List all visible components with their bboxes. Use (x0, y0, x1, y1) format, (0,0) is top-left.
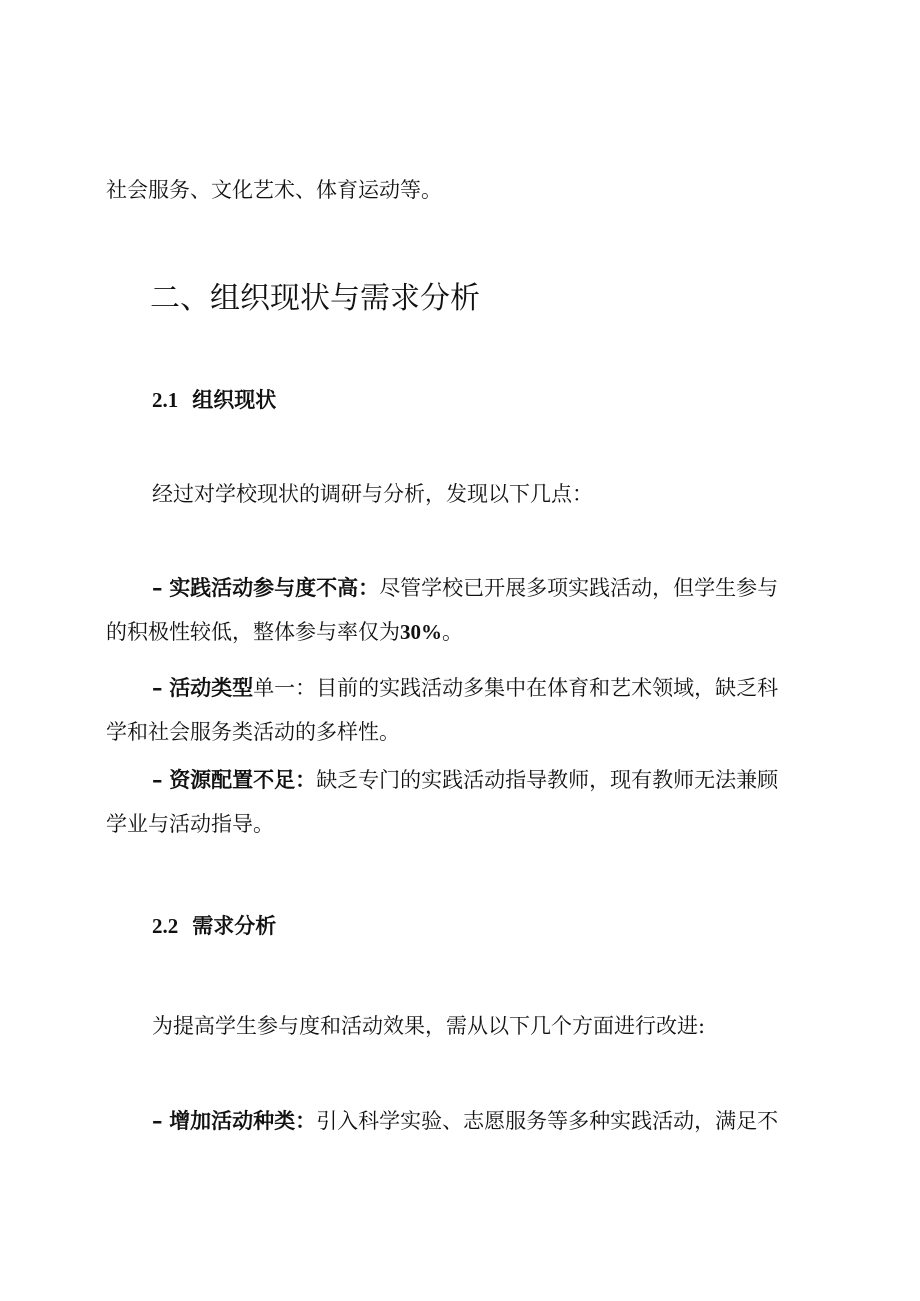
participation-rate: 30% (400, 620, 442, 644)
needs-lead-paragraph: 为提高学生参与度和活动效果，需从以下几个方面进行改进: (152, 1014, 706, 1038)
list-item (106, 1099, 806, 1143)
list-item-text: 缺乏专门的实践活动指导教师，现有教师无法兼顾 (316, 768, 779, 792)
intro-paragraph-tail: 社会服务、文化艺术、体育运动等。 (106, 178, 442, 202)
status-lead-paragraph: 经过对学校现状的调研与分析，发现以下几点： (152, 482, 593, 506)
subsection-heading-2-2 (152, 912, 276, 940)
list-item-text-continued: 的积极性较低，整体参与率仅为 (106, 620, 400, 644)
subsection-heading-2-1 (152, 386, 276, 414)
list-item (106, 566, 806, 654)
list-item (106, 758, 806, 846)
list-item (106, 666, 806, 754)
list-item-text-continued: 学和社会服务类活动的多样性。 (106, 720, 400, 744)
list-item-label: 增加活动种类： (169, 1108, 317, 1133)
section-heading: 二、组织现状与需求分析 (150, 281, 480, 316)
list-item-text-continued: 学业与活动指导。 (106, 812, 274, 836)
subsection-number: 2.2 (152, 914, 179, 938)
list-dash: – (152, 575, 163, 600)
list-item-label: 活动类型 (169, 675, 254, 700)
list-item-text-end: 。 (442, 620, 463, 644)
list-item-text: 引入科学实验、志愿服务等多种实践活动，满足不 (316, 1109, 779, 1133)
list-item-text: 尽管学校已开展多项实践活动，但学生参与 (379, 576, 779, 600)
list-item-text: 单一：目前的实践活动多集中在体育和艺术领域，缺乏科 (253, 676, 779, 700)
list-item-label: 资源配置不足： (169, 767, 317, 792)
list-dash: – (152, 675, 163, 700)
subsection-title: 组织现状 (192, 387, 277, 412)
subsection-title: 需求分析 (192, 913, 277, 938)
list-dash: – (152, 1108, 163, 1133)
list-item-label: 实践活动参与度不高： (169, 575, 380, 600)
subsection-number: 2.1 (152, 388, 179, 412)
list-dash: – (152, 767, 163, 792)
